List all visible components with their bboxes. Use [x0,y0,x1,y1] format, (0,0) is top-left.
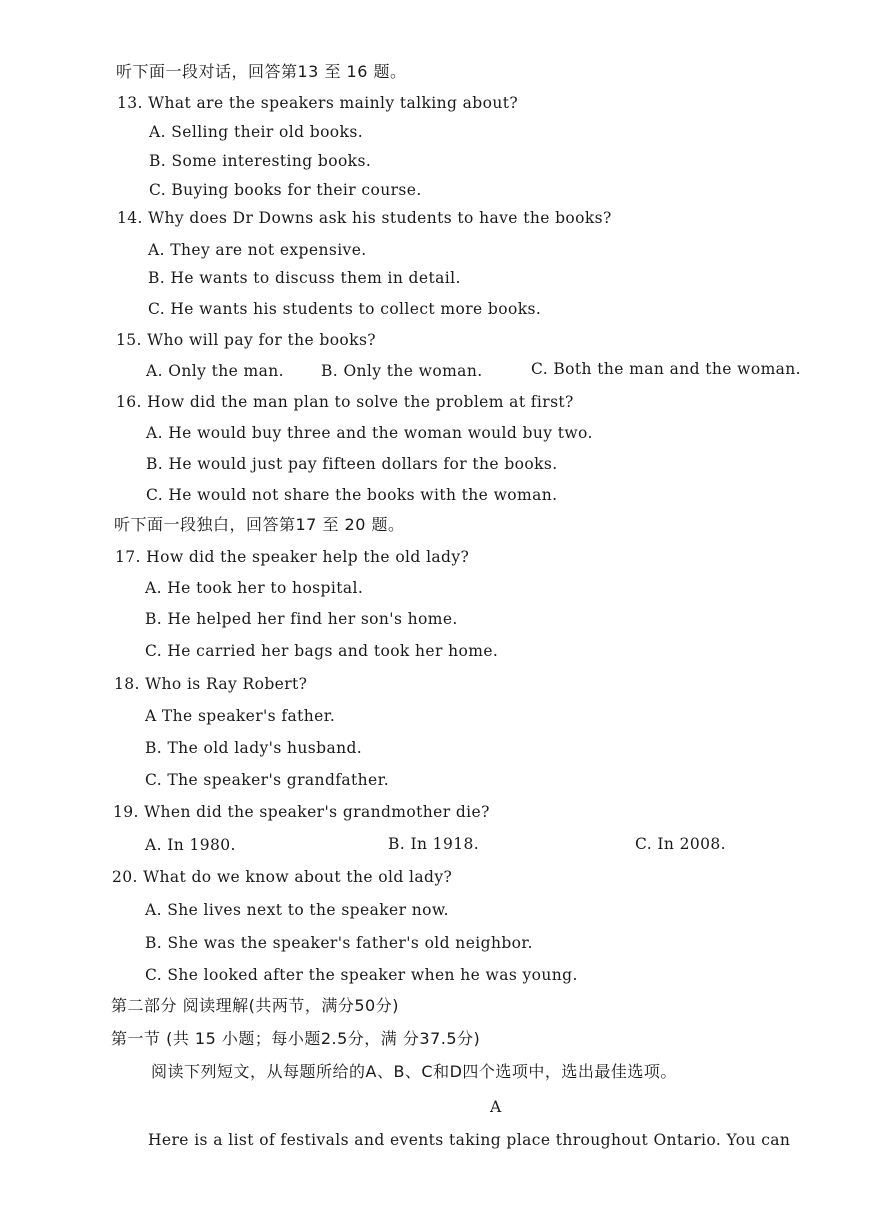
question-14-option-a: A. They are not expensive. [148,241,367,259]
question-13-stem: 13. What are the speakers mainly talking about? [117,94,519,112]
passage-first-line: Here is a list of festivals and events taking place throughout Ontario. You can [148,1131,791,1149]
question-16-option-c: C. He would not share the books with the woman. [146,486,558,504]
question-15-option-b: B. Only the woman. [321,362,483,380]
question-14-option-c: C. He wants his students to collect more books. [148,300,542,318]
question-18-option-b: B. The old lady's husband. [145,739,363,757]
question-16-option-a: A. He would buy three and the woman would buy two. [146,424,593,442]
question-16-option-b: B. He would just pay fifteen dollars for the books. [146,455,558,473]
question-19-option-c: C. In 2008. [635,835,726,853]
question-14-stem: 14. Why does Dr Downs ask his students to have the books? [117,209,612,227]
question-16-stem: 16. How did the man plan to solve the problem at first? [116,393,574,411]
question-20-option-c: C. She looked after the speaker when he was young. [145,966,578,984]
question-15-option-c: C. Both the man and the woman. [531,360,802,378]
question-18-option-a: A The speaker's father. [145,707,336,725]
listening-instruction-13-16: 听下面一段对话，回答第13 至 16 题。 [116,62,407,81]
question-17-option-a: A. He took her to hospital. [145,579,364,597]
part2-heading: 第二部分 阅读理解(共两节，满分50分) [111,996,399,1015]
listening-instruction-17-20: 听下面一段独白，回答第17 至 20 题。 [114,515,405,534]
question-14-option-b: B. He wants to discuss them in detail. [148,269,461,287]
question-17-option-b: B. He helped her find her son's home. [145,610,458,628]
question-17-stem: 17. How did the speaker help the old lady? [115,548,470,566]
question-19-option-a: A. In 1980. [145,836,236,854]
question-13-option-c: C. Buying books for their course. [149,181,422,199]
question-18-option-c: C. The speaker's grandfather. [145,771,390,789]
reading-directions: 阅读下列短文，从每题所给的A、B、C和D四个选项中，选出最佳选项。 [151,1062,677,1081]
passage-label: A [490,1098,502,1116]
part2-section1-subheading: 第一节 (共 15 小题；每小题2.5分，满 分37.5分) [111,1029,481,1048]
question-18-stem: 18. Who is Ray Robert? [114,675,308,693]
question-20-stem: 20. What do we know about the old lady? [112,868,453,886]
question-19-option-b: B. In 1918. [388,835,480,853]
question-13-option-b: B. Some interesting books. [149,152,372,170]
question-15-option-a: A. Only the man. [146,362,284,380]
question-13-option-a: A. Selling their old books. [149,123,364,141]
question-15-stem: 15. Who will pay for the books? [116,331,377,349]
question-17-option-c: C. He carried her bags and took her home. [145,642,499,660]
question-19-stem: 19. When did the speaker's grandmother die? [113,803,490,821]
question-20-option-a: A. She lives next to the speaker now. [145,901,449,919]
question-20-option-b: B. She was the speaker's father's old neighbor. [145,934,533,952]
